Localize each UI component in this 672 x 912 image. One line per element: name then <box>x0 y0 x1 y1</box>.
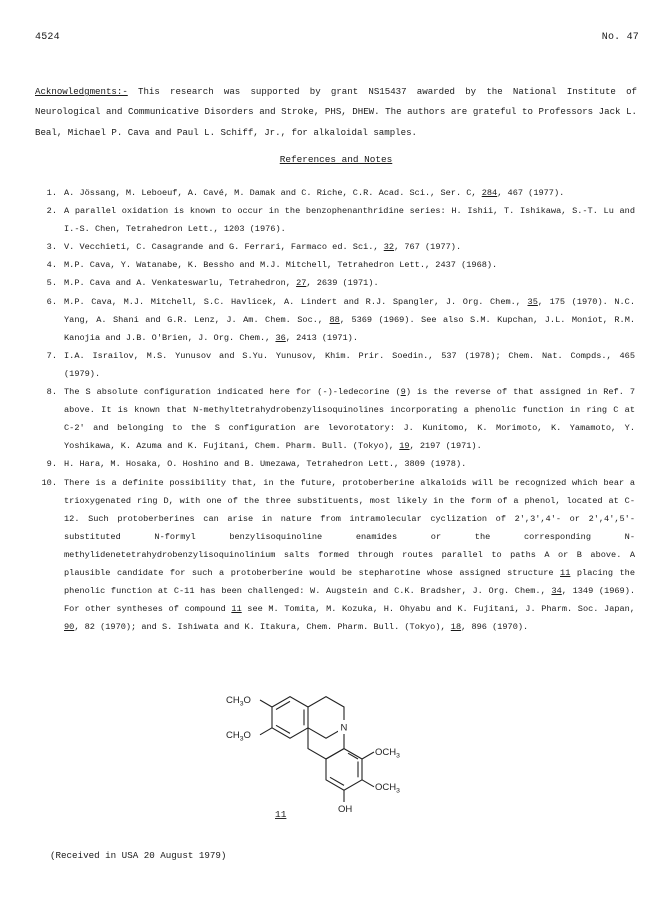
volume-number: 18 <box>450 622 462 633</box>
volume-number: 32 <box>383 242 395 253</box>
reference-text <box>64 238 635 256</box>
reference-number: 10. <box>41 477 57 488</box>
methoxy-label-right-lower: $OCH_3$ <box>375 782 400 795</box>
reference-number: 5. <box>46 278 57 289</box>
volume-number: 19 <box>399 441 410 452</box>
reference-text-segment: M.P. Cava, M.J. Mitchell, S.C. Havlicek, A. Lindert and R.J. Spangler, J. Org. Chem., <box>64 296 528 307</box>
volume-number: 284 <box>481 188 498 198</box>
volume-number: 9 <box>400 387 406 398</box>
reference-text-segment: ) is the reverse of that assigned in Ref. 7 above. It is known that N-methyltetrahydrobenzylisoquinolines incorporating a phenolic function in ring C at C-2' and belonging to the S configuration are levorotatory: J. Kunitomo, K. Morimoto, K. Yamamoto, Y. Yoshikawa, K. Azuma and K. Fujitani, Chem. Pharm. Bull. (Tokyo), <box>64 387 635 452</box>
volume-number: 88 <box>329 314 340 325</box>
reference-text-segment: , 1349 (1969). For other syntheses of compound <box>64 586 636 615</box>
reference-text-segment: I.A. Israilov, M.S. Yunusov and S.Yu. Yunusov, Khim. Prir. Soedin., 537 (1978); Chem. Nat. Compds., 465 (1979). <box>64 350 635 379</box>
volume-number: 11 <box>560 567 571 578</box>
reference-number: 3. <box>46 242 57 253</box>
reference-item <box>35 455 635 473</box>
issue-number: No. 47 <box>601 32 639 43</box>
references-list <box>35 184 635 636</box>
reference-text <box>64 455 635 473</box>
received-date: (Received in USA 20 August 1979) <box>50 850 227 861</box>
reference-text-segment: see M. Tomita, M. Kozuka, H. Ohyabu and K. Fujitani, J. Pharm. Soc. Japan, <box>241 604 635 615</box>
reference-number: 4. <box>46 260 57 271</box>
reference-text-segment: , 175 (1970). N.C. Yang, A. Shani and G.R. Lenz, J. Am. Chem. Soc., <box>64 296 635 325</box>
reference-text-segment: The S absolute configuration indicated here for (-)-ledecorine ( <box>64 387 401 398</box>
reference-number: 8. <box>46 387 57 398</box>
volume-number: 35 <box>527 296 538 307</box>
reference-text-segment: , 2639 (1971). <box>306 278 379 289</box>
volume-number: 11 <box>231 604 242 615</box>
reference-item <box>35 274 635 292</box>
reference-text <box>64 274 635 292</box>
structure-drawing <box>180 676 440 868</box>
reference-number: 2. <box>46 206 57 217</box>
reference-text <box>64 474 635 637</box>
methoxy-label-bottom: $CH_3O$ <box>226 730 251 743</box>
reference-text-segment: placing the phenolic function at C-11 has been challenged: W. Augstein and C.K. Bradsher, J. Org. Chem., <box>64 567 635 597</box>
reference-text-segment: V. Vecchieti, C. Casagrande and G. Ferrari, Farmaco ed. Sci., <box>64 242 384 253</box>
reference-text-segment: A parallel oxidation is known to occur in the benzophenanthridine series: H. Ishii, T. Ishikawa, S.-T. Lu and I.-S. Chen, Tetrahedron Lett., 1203 (1976). <box>64 206 635 235</box>
reference-text-segment: , 896 (1970). <box>461 622 529 633</box>
reference-item <box>35 383 635 455</box>
volume-number: 36 <box>275 332 286 343</box>
reference-text-segment: M.P. Cava, Y. Watanabe, K. Bessho and M.J. Mitchell, Tetrahedron Lett., 2437 (1968). <box>64 260 498 271</box>
references-title: References and Notes <box>279 154 393 165</box>
reference-text <box>64 383 635 455</box>
volume-number: 27 <box>296 278 307 289</box>
methoxy-label-top: $CH_3O$ <box>226 695 251 708</box>
reference-text <box>64 256 635 274</box>
reference-text-segment: , 467 (1977). <box>497 188 565 198</box>
chemical-structure-11 <box>180 676 440 868</box>
page-number: 4524 <box>35 32 60 43</box>
reference-number: 1. <box>46 188 57 198</box>
reference-item <box>35 238 635 256</box>
reference-text-segment: , 767 (1977). <box>394 242 462 253</box>
reference-text <box>64 184 635 202</box>
reference-text-segment: , 2197 (1971). <box>409 441 482 452</box>
reference-text-segment: There is a definite possibility that, in the future, protoberberine alkaloids will be recognized which bear a trioxygenated ring D, with one of the three substituents, most likely in the form of a phenol, located at C-12. Such protoberberines can arise in nature from intramolecular cyclization of 2',3',4'- or 2',4',5'-substituted N-formyl benzylisoquinoline enamides or the corresponding N-methylidenetetrahydrobenzylisoquinolinium salts formed through routes parallel to paths A or B above. A plausible candidate for such a protoberberine would be stepharotine whose assigned structure <box>64 477 635 578</box>
hydroxyl-label: OH <box>338 804 353 815</box>
reference-text-segment: M.P. Cava and A. Venkateswarlu, Tetrahedron, <box>64 278 297 289</box>
nitrogen-label: N <box>340 722 348 734</box>
structure-labels <box>226 695 400 815</box>
reference-text <box>64 347 635 383</box>
reference-item <box>35 256 635 274</box>
reference-number: 6. <box>46 296 57 307</box>
reference-item <box>35 293 635 347</box>
methoxy-label-right-upper: $OCH_3$ <box>375 747 400 760</box>
reference-item <box>35 474 635 637</box>
acknowledgments-paragraph <box>35 82 637 143</box>
reference-text-segment: , 5369 (1969). See also S.M. Kupchan, J.L. Moniot, R.M. Kanojia and J.B. O'Brien, J. Org. Chem., <box>64 314 636 343</box>
compound-number: 11 <box>275 809 287 820</box>
reference-text <box>64 293 635 347</box>
reference-text <box>64 202 635 238</box>
reference-text-segment: , 2413 (1971). <box>285 332 358 343</box>
reference-item <box>35 347 635 383</box>
reference-number: 7. <box>46 350 57 361</box>
reference-text-segment: A. Jössang, M. Leboeuf, A. Cavé, M. Damak and C. Riche, C.R. Acad. Sci., Ser. C, <box>64 188 482 198</box>
volume-number: 90 <box>64 622 75 633</box>
reference-item <box>35 184 635 202</box>
reference-item <box>35 202 635 238</box>
reference-number: 9. <box>46 459 57 470</box>
reference-text-segment: H. Hara, M. Hosaka, O. Hoshino and B. Umezawa, Tetrahedron Lett., 3809 (1978). <box>64 459 467 470</box>
volume-number: 34 <box>551 586 562 597</box>
acknowledgments-text: This research was supported by grant NS15437 awarded by the National Institute of Neurological and Communicative Disorders and Stroke, PHS, DHEW. The authors are grateful to Professors Jack L. Beal, Michael P. Cava and Paul L. Schiff, Jr., for alkaloidal samples. <box>35 86 637 138</box>
structure-bonds <box>260 697 374 802</box>
reference-text-segment: , 82 (1970); and S. Ishiwata and K. Itakura, Chem. Pharm. Bull. (Tokyo), <box>74 622 451 633</box>
acknowledgments-heading: Acknowledgments:- <box>35 86 128 97</box>
